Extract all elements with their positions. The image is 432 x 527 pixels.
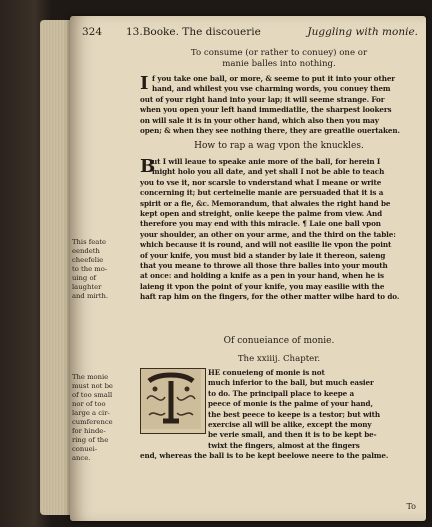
margin-note-line: ring of the — [72, 436, 109, 444]
paragraph-line: on will sale it is in your other hand, which also then you may — [140, 115, 379, 125]
paragraph-line: concerning it; but certeinelie manie are persuaded that it is a — [140, 188, 384, 198]
paragraph-line: at once: and holding a knife as a pen in your hand, when he is — [140, 271, 384, 281]
margin-note-line: eendeth — [72, 247, 100, 255]
margin-note-line: cumference — [72, 418, 113, 426]
paragraph-line: exercise all will be alike, except the mony — [208, 420, 372, 430]
section2-heading: How to rap a wag vpon the knuckles. — [194, 141, 364, 151]
section1-heading-line2: manie balles into nothing. — [222, 59, 336, 69]
margin-note-line: ance. — [72, 454, 91, 462]
margin-note-line: uing of — [72, 274, 97, 282]
margin-note-line: large a cir- — [72, 409, 110, 417]
section3-paragraph — [208, 368, 418, 441]
paragraph-line: ut I will leaue to speake anie more of the ball, for herein I — [152, 157, 381, 166]
section2-paragraph — [140, 157, 418, 303]
margin-note-monie — [72, 373, 132, 463]
paragraph-line: be verie small, and then it is to be kept be- — [208, 430, 377, 440]
paragraph-line: which because it is round, and will not easilie lie vpon the point — [140, 240, 392, 250]
section2-dropcap: B — [140, 156, 156, 177]
paragraph-line: of your knife, you must bid a stander by laie it thereon, saieng — [140, 250, 386, 260]
margin-note-line: laughter — [72, 283, 102, 291]
paragraph-line: laieng it vpon the point of your knife, you may easilie with the — [140, 281, 385, 291]
paragraph-line: out of your right hand into your lap; it will seeme strange. For — [140, 94, 385, 104]
book-title: 13.Booke. The discouerie — [126, 26, 261, 38]
margin-note-laughter — [72, 238, 132, 301]
section1-heading-line1: To consume (or rather to conuey) one or — [190, 48, 368, 58]
margin-note-line: and mirth. — [72, 292, 109, 300]
paragraph-line: f you take one ball, or more, & seeme to put it into your other — [152, 74, 395, 83]
margin-note-line: nor of too — [72, 400, 106, 408]
paragraph-line: spirit or a fie, &c. Memorandum, that alwaies the right hand be — [140, 198, 391, 208]
margin-note-line: of too small — [72, 391, 113, 399]
paragraph-line: you to vse it, nor scarsle to vnderstand what I meane or write — [140, 177, 382, 187]
section1-paragraph — [140, 74, 418, 136]
paragraph-line: when you open your left hand immediatlie, the sharpest lookers — [140, 105, 392, 115]
chapter-heading: The xxiiij. Chapter. — [237, 354, 321, 364]
paragraph-line: much inferior to the ball, but much easier — [208, 378, 374, 388]
margin-note-line: must not be — [72, 382, 113, 390]
margin-note-line: to the mo- — [72, 265, 108, 273]
running-title: Juggling with monie. — [307, 26, 418, 38]
section1-heading — [140, 48, 418, 70]
paragraph-line: haft rap him on the fingers, for the other matter wilbe hard to do. — [140, 292, 400, 302]
paragraph-line: to do. The principall place to keepe a — [208, 388, 355, 398]
paragraph-line: hand, and whilest you vse charming words, you conuey them — [152, 84, 391, 94]
margin-note-line: for hinde- — [72, 427, 106, 435]
paragraph-line: HE conueieng of monie is not — [208, 368, 325, 377]
section1-dropcap: I — [140, 73, 149, 94]
paragraph-line: the best peece to keepe is a testor; but with — [208, 409, 381, 419]
margin-note-line: This feate — [72, 238, 107, 246]
margin-note-line: The monie — [72, 373, 109, 381]
catchword: To — [406, 502, 416, 511]
margin-note-line: cheefelie — [72, 256, 104, 264]
paragraph-line: might holo you all date, and yet shall I not be able to teach — [152, 167, 385, 177]
paragraph-line: end, whereas the ball is to be kept beelowe neere to the palme. — [140, 451, 389, 461]
paragraph-line: open; & when they see nothing there, they are greatlie ouertaken. — [140, 126, 400, 136]
book-page — [70, 16, 426, 521]
paragraph-line: peece of monie is the palme of your hand, — [208, 399, 373, 409]
page-number: 324 — [82, 26, 103, 38]
ornament-initial-icon — [141, 369, 201, 429]
paragraph-line: twixt the fingers, almost at the fingers — [208, 441, 360, 450]
decorated-initial — [140, 368, 206, 434]
paragraph-line: that you meane to throwe all those thre balles into your mouth — [140, 261, 388, 271]
section3-heading: Of conueiance of monie. — [223, 336, 335, 346]
section3-paragraph-continued — [140, 441, 418, 462]
running-header — [82, 24, 422, 44]
paragraph-line: your shoulder, an other on your arme, and the third on the table: — [140, 229, 396, 239]
paragraph-line: therefore you may end with this miracle. ¶ Laie one ball vpon — [140, 219, 381, 229]
margin-note-line: conuei- — [72, 445, 98, 453]
paragraph-line: kept open and streight, onlie keepe the palme from view. And — [140, 209, 383, 219]
